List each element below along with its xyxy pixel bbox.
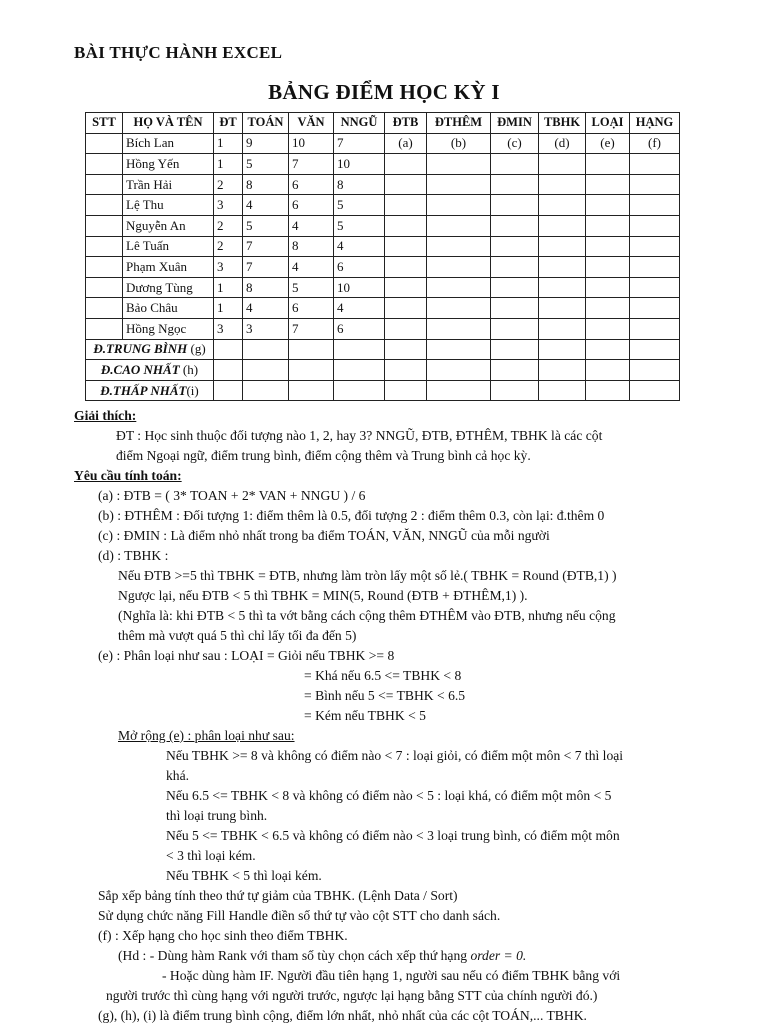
req-d-line: (Nghĩa là: khi ĐTB < 5 thì ta vớt bằng cách cộng thêm ĐTHÊM vào ĐTB, nhưng nếu cộng [118, 608, 616, 623]
table-cell [491, 215, 539, 236]
header-cell: ĐT [214, 113, 243, 134]
header-cell: ĐTHÊM [427, 113, 491, 134]
summary-row [86, 339, 680, 360]
table-row [86, 236, 680, 257]
table-cell [86, 298, 123, 319]
summary-label [86, 339, 214, 360]
summary-label-text: Đ.THẤP NHẤT [100, 382, 187, 398]
name-cell: Lệ Thu [123, 195, 214, 216]
table-cell: 8 [243, 174, 289, 195]
ext-line: Nếu TBHK >= 8 và không có điểm nào < 7 : loại giỏi, có điểm một môn < 7 thì loại [166, 748, 624, 763]
table-cell [539, 318, 586, 339]
table-cell [586, 360, 630, 381]
table-cell [630, 215, 680, 236]
table-cell [491, 236, 539, 257]
req-e-line: = Khá nếu 6.5 <= TBHK < 8 [304, 668, 462, 683]
req-d-line: thêm mà vượt quá 5 thì chỉ lấy tối đa đến 5) [118, 628, 357, 643]
table-cell [539, 360, 586, 381]
table-cell [385, 298, 427, 319]
header-cell: LOẠI [586, 113, 630, 134]
table-cell: 7 [334, 133, 385, 154]
table-cell [214, 339, 243, 360]
table-cell [385, 174, 427, 195]
table-cell: 8 [243, 277, 289, 298]
summary-label-suffix: (i) [186, 382, 199, 398]
table-cell [630, 195, 680, 216]
table-cell [243, 380, 289, 401]
req-fill: Sử dụng chức năng Fill Handle điền số thứ tự vào cột STT cho danh sách. [98, 908, 501, 923]
table-cell [586, 380, 630, 401]
req-a: (a) : ĐTB = ( 3* TOAN + 2* VAN + NNGU ) / 6 [98, 488, 366, 503]
table-cell [630, 257, 680, 278]
table-cell [586, 195, 630, 216]
table-row [86, 154, 680, 175]
table-cell [86, 154, 123, 175]
table-cell [427, 360, 491, 381]
req-e-line: = Kém nếu TBHK < 5 [304, 708, 426, 723]
table-cell [491, 257, 539, 278]
req-e: (e) : Phân loại như sau : LOẠI = Giỏi nếu TBHK >= 8 [98, 648, 395, 663]
table-cell [427, 277, 491, 298]
ext-line: Nếu TBHK < 5 thì loại kém. [166, 868, 322, 883]
req-f: (f) : Xếp hạng cho học sinh theo điểm TBHK. [98, 928, 348, 943]
table-cell [539, 215, 586, 236]
table-cell [539, 154, 586, 175]
table-cell [385, 380, 427, 401]
summary-row [86, 360, 680, 381]
ext-line: khá. [166, 768, 190, 783]
table-cell [586, 257, 630, 278]
table-cell [491, 298, 539, 319]
table-cell [539, 236, 586, 257]
name-cell: Nguyễn An [123, 215, 214, 236]
table-cell [427, 257, 491, 278]
table-cell: 7 [289, 318, 334, 339]
ext-line: Nếu 5 <= TBHK < 6.5 và không có điểm nào < 3 loại trung bình, có điểm một môn [166, 828, 620, 843]
req-d-line: Nếu ĐTB >=5 thì TBHK = ĐTB, nhưng làm tròn lấy một số lẻ.( TBHK = Round (ĐTB,1) ) [118, 568, 617, 583]
table-cell: 3 [214, 257, 243, 278]
table-cell [586, 318, 630, 339]
table-cell: 4 [243, 298, 289, 319]
table-cell [586, 277, 630, 298]
table-cell [491, 195, 539, 216]
table-cell [491, 154, 539, 175]
table-cell [289, 380, 334, 401]
header-cell: ĐMIN [491, 113, 539, 134]
req-b: (b) : ĐTHÊM : Đối tượng 1: điểm thêm là 0.5, đối tượng 2 : điểm thêm 0.3, còn lại: đ.thêm 0 [98, 508, 605, 523]
table-cell [539, 277, 586, 298]
header-cell: TOÁN [243, 113, 289, 134]
ext-line: thì loại trung bình. [166, 808, 268, 823]
req-c: (c) : ĐMIN : Là điểm nhỏ nhất trong ba điểm TOÁN, VĂN, NNGŨ của mỗi người [98, 528, 550, 543]
table-cell [630, 360, 680, 381]
table-cell [385, 154, 427, 175]
req-hint-2: - Hoặc dùng hàm IF. Người đầu tiên hạng 1, người sau nếu có điểm TBHK bằng với [162, 968, 621, 983]
table-cell: 6 [289, 298, 334, 319]
notes-section [74, 406, 714, 1026]
table-cell [427, 154, 491, 175]
name-cell: Dương Tùng [123, 277, 214, 298]
table-cell: 3 [214, 195, 243, 216]
header-cell: ĐTB [385, 113, 427, 134]
summary-label-suffix: (h) [179, 361, 199, 377]
table-cell [491, 174, 539, 195]
table-cell: 3 [243, 318, 289, 339]
table-cell [243, 339, 289, 360]
table-cell [385, 195, 427, 216]
table-cell: (b) [427, 133, 491, 154]
table-cell: 10 [334, 277, 385, 298]
table-cell [427, 339, 491, 360]
ext-line: Nếu 6.5 <= TBHK < 8 và không có điểm nào < 5 : loại khá, có điểm một môn < 5 [166, 788, 612, 803]
table-cell: 6 [289, 195, 334, 216]
table-cell [214, 380, 243, 401]
table-cell [539, 339, 586, 360]
table-row [86, 318, 680, 339]
table-cell [334, 360, 385, 381]
table-cell [427, 236, 491, 257]
req-e-line: = Bình nếu 5 <= TBHK < 6.5 [304, 688, 466, 703]
table-cell [630, 339, 680, 360]
table-row [86, 298, 680, 319]
req-sort: Sắp xếp bảng tính theo thứ tự giảm của TBHK. (Lệnh Data / Sort) [98, 888, 458, 903]
table-cell [539, 195, 586, 216]
table-cell: 4 [334, 236, 385, 257]
page-title: BÀI THỰC HÀNH EXCEL [74, 43, 283, 62]
table-cell: 5 [334, 215, 385, 236]
table-cell: 5 [243, 215, 289, 236]
header-cell: HỌ VÀ TÊN [123, 113, 214, 134]
table-cell [586, 174, 630, 195]
table-cell [491, 277, 539, 298]
header-cell: VĂN [289, 113, 334, 134]
table-cell [539, 380, 586, 401]
summary-label-text: Đ.TRUNG BÌNH [93, 341, 188, 357]
table-cell: 4 [289, 257, 334, 278]
table-cell: 7 [289, 154, 334, 175]
table-cell [385, 277, 427, 298]
table-cell [214, 360, 243, 381]
table-cell [86, 195, 123, 216]
table-cell [289, 339, 334, 360]
table-cell: 5 [243, 154, 289, 175]
table-cell: (d) [539, 133, 586, 154]
table-row [86, 277, 680, 298]
table-cell [491, 380, 539, 401]
table-cell [385, 257, 427, 278]
name-cell: Phạm Xuân [123, 257, 214, 278]
ext-line: < 3 thì loại kém. [166, 848, 256, 863]
table-cell [586, 298, 630, 319]
table-cell: 6 [334, 257, 385, 278]
table-cell [86, 236, 123, 257]
table-cell [334, 380, 385, 401]
table-cell [385, 318, 427, 339]
table-cell [86, 215, 123, 236]
table-cell [491, 339, 539, 360]
table-cell [630, 236, 680, 257]
name-cell: Hồng Ngọc [123, 318, 214, 339]
table-row [86, 174, 680, 195]
table-cell: 5 [289, 277, 334, 298]
table-cell [86, 318, 123, 339]
grade-table [85, 112, 680, 401]
table-cell: 7 [243, 236, 289, 257]
table-cell: 1 [214, 154, 243, 175]
table-cell: 1 [214, 298, 243, 319]
table-cell: 6 [334, 318, 385, 339]
table-cell: 1 [214, 133, 243, 154]
table-cell: (e) [586, 133, 630, 154]
table-row [86, 215, 680, 236]
name-cell: Bảo Châu [123, 298, 214, 319]
table-cell: 7 [243, 257, 289, 278]
table-cell [427, 318, 491, 339]
name-cell: Trần Hải [123, 174, 214, 195]
table-cell [427, 298, 491, 319]
table-cell: (c) [491, 133, 539, 154]
header-cell: HẠNG [630, 113, 680, 134]
table-cell: 2 [214, 174, 243, 195]
table-cell [630, 277, 680, 298]
table-cell [630, 174, 680, 195]
req-hint-3: người trước thì cùng hạng với người trước, ngược lại hạng bằng STT của chính người đó.) [106, 988, 598, 1003]
table-cell [86, 174, 123, 195]
table-cell: (f) [630, 133, 680, 154]
table-cell [86, 257, 123, 278]
explain-heading: Giải thích: [74, 408, 137, 423]
table-cell: 4 [289, 215, 334, 236]
name-cell: Lê Tuấn [123, 236, 214, 257]
table-cell: 2 [214, 215, 243, 236]
table-cell [539, 257, 586, 278]
table-cell: 1 [214, 277, 243, 298]
table-row [86, 195, 680, 216]
table-cell: 8 [334, 174, 385, 195]
table-cell [630, 154, 680, 175]
sheet-title: BẢNG ĐIỂM HỌC KỲ I [268, 80, 500, 104]
table-cell: 2 [214, 236, 243, 257]
table-cell [427, 215, 491, 236]
table-cell [491, 360, 539, 381]
table-cell: 10 [289, 133, 334, 154]
explain-line: ĐT : Học sinh thuộc đối tượng nào 1, 2, hay 3? NNGŨ, ĐTB, ĐTHÊM, TBHK là các cột [116, 428, 603, 443]
table-cell [86, 133, 123, 154]
explain-line: điểm Ngoại ngữ, điểm trung bình, điểm cộng thêm và Trung bình cả học kỳ. [116, 448, 531, 463]
table-cell [427, 174, 491, 195]
summary-label-suffix: (g) [187, 341, 206, 357]
table-cell [385, 215, 427, 236]
table-cell [539, 174, 586, 195]
table-cell [427, 195, 491, 216]
table-cell [586, 215, 630, 236]
table-cell [491, 318, 539, 339]
table-row [86, 133, 680, 154]
summary-label [86, 360, 214, 381]
table-cell: 8 [289, 236, 334, 257]
hint-text: (Hd : - Dùng hàm Rank với tham số tùy chọn cách xếp thứ hạng [118, 948, 471, 963]
table-cell [86, 277, 123, 298]
table-cell [334, 339, 385, 360]
table-cell [385, 339, 427, 360]
table-header-row [86, 113, 680, 134]
req-d-line: Ngược lại, nếu ĐTB < 5 thì TBHK = MIN(5, Round (ĐTB + ĐTHÊM,1) ). [118, 588, 528, 603]
table-cell [586, 339, 630, 360]
table-cell: 3 [214, 318, 243, 339]
table-cell [243, 360, 289, 381]
req-hint-1 [74, 946, 714, 966]
table-cell: 4 [243, 195, 289, 216]
table-row [86, 257, 680, 278]
name-cell: Hồng Yến [123, 154, 214, 175]
hint-italic: order = 0. [470, 948, 527, 963]
header-cell: NNGŨ [334, 113, 385, 134]
summary-label-text: Đ.CAO NHẤT [100, 361, 180, 377]
table-cell [427, 380, 491, 401]
requirements-heading: Yêu cầu tính toán: [74, 468, 182, 483]
table-cell: 10 [334, 154, 385, 175]
summary-row [86, 380, 680, 401]
table-cell [385, 236, 427, 257]
table-cell: 6 [289, 174, 334, 195]
ext-heading: Mở rộng (e) : phân loại như sau: [118, 728, 295, 743]
table-cell [289, 360, 334, 381]
req-ghi: (g), (h), (i) là điểm trung bình cộng, điểm lớn nhất, nhỏ nhất của các cột TOÁN,... TBHK. [98, 1008, 587, 1023]
table-cell [539, 298, 586, 319]
table-cell [385, 360, 427, 381]
name-cell: Bích Lan [123, 133, 214, 154]
summary-label [86, 380, 214, 401]
table-cell: 9 [243, 133, 289, 154]
header-cell: STT [86, 113, 123, 134]
table-cell: 5 [334, 195, 385, 216]
table-cell [630, 318, 680, 339]
req-d: (d) : TBHK : [98, 548, 169, 563]
table-cell: 4 [334, 298, 385, 319]
table-cell [630, 380, 680, 401]
table-cell [630, 298, 680, 319]
table-cell [586, 154, 630, 175]
table-cell [586, 236, 630, 257]
header-cell: TBHK [539, 113, 586, 134]
table-cell: (a) [385, 133, 427, 154]
